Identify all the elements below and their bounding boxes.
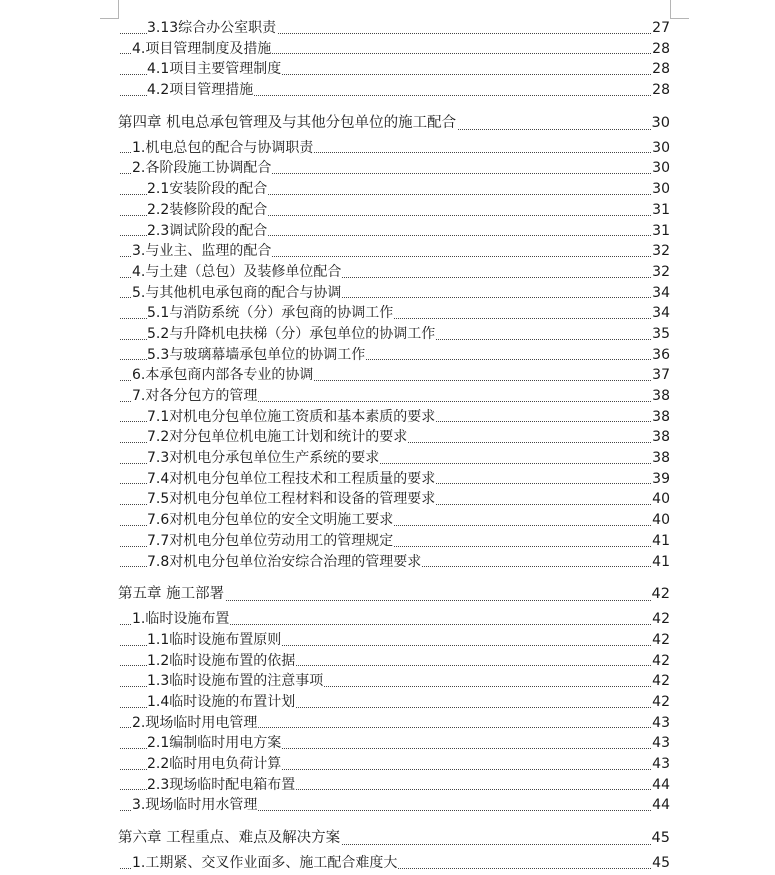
toc-entry[interactable] xyxy=(0,713,775,734)
toc-page-number[interactable]: 43 xyxy=(651,713,670,734)
toc-page-number[interactable]: 39 xyxy=(651,469,670,490)
toc-entry-title[interactable]: 4.2项目管理措施 xyxy=(147,80,254,101)
toc-entry[interactable] xyxy=(0,795,775,816)
toc-entry-title[interactable]: 5.1与消防系统（分）承包商的协调工作 xyxy=(147,303,394,324)
toc-entry-title[interactable]: 4.1项目主要管理制度 xyxy=(147,59,282,80)
toc-entry[interactable] xyxy=(0,80,775,101)
toc-page-number[interactable]: 31 xyxy=(651,221,670,242)
table-of-contents xyxy=(0,18,775,874)
toc-entry-title[interactable]: 第六章 工程重点、难点及解决方案 xyxy=(118,824,341,853)
toc-entry-title[interactable]: 第五章 施工部署 xyxy=(118,580,225,609)
toc-page-number[interactable]: 38 xyxy=(651,448,670,469)
toc-entry[interactable] xyxy=(0,489,775,510)
toc-entry[interactable] xyxy=(0,775,775,796)
toc-entry-title[interactable]: 2.3现场临时配电箱布置 xyxy=(147,775,296,796)
toc-page-number[interactable]: 44 xyxy=(651,795,670,816)
toc-entry-title[interactable]: 7.2对分包单位机电施工计划和统计的要求 xyxy=(147,427,408,448)
toc-entry[interactable] xyxy=(0,200,775,221)
toc-page-number[interactable]: 42 xyxy=(651,692,670,713)
toc-entry-title[interactable]: 7.8对机电分包单位治安综合治理的管理要求 xyxy=(147,552,422,573)
toc-entry[interactable] xyxy=(0,39,775,60)
toc-entry[interactable] xyxy=(0,18,775,39)
toc-page-number[interactable]: 30 xyxy=(651,179,670,200)
margin-corner-mark-right xyxy=(670,0,689,19)
toc-entry-title[interactable]: 4.与土建（总包）及装修单位配合 xyxy=(132,262,342,283)
toc-page-number[interactable]: 42 xyxy=(651,671,670,692)
toc-entry[interactable] xyxy=(0,365,775,386)
toc-entry-title[interactable]: 5.与其他机电承包商的配合与协调 xyxy=(132,283,342,304)
toc-entry-title[interactable]: 5.3与玻璃幕墙承包单位的协调工作 xyxy=(147,345,366,366)
toc-page-number[interactable]: 42 xyxy=(651,609,670,630)
toc-entry-title[interactable]: 7.6对机电分包单位的安全文明施工要求 xyxy=(147,510,394,531)
toc-page-number[interactable]: 28 xyxy=(651,59,670,80)
toc-entry-title[interactable]: 3.13综合办公室职责 xyxy=(147,18,277,39)
toc-page-number[interactable]: 44 xyxy=(651,775,670,796)
toc-page-number[interactable]: 42 xyxy=(651,651,670,672)
toc-entry[interactable] xyxy=(0,853,775,874)
toc-entry-title[interactable]: 2.现场临时用电管理 xyxy=(132,713,258,734)
toc-entry[interactable] xyxy=(0,324,775,345)
toc-page-number[interactable]: 42 xyxy=(651,630,670,651)
toc-entry[interactable] xyxy=(0,221,775,242)
toc-page-number[interactable]: 40 xyxy=(651,489,670,510)
toc-entry[interactable] xyxy=(0,754,775,775)
toc-entry-title[interactable]: 1.临时设施布置 xyxy=(132,609,230,630)
toc-page-number[interactable]: 38 xyxy=(651,386,670,407)
toc-entry-title[interactable]: 2.2装修阶段的配合 xyxy=(147,200,268,221)
toc-entry[interactable] xyxy=(0,510,775,531)
toc-page-number[interactable]: 38 xyxy=(651,427,670,448)
toc-entry-title[interactable]: 2.3调试阶段的配合 xyxy=(147,221,268,242)
toc-entry-title[interactable]: 1.3临时设施布置的注意事项 xyxy=(147,671,324,692)
toc-chapter-entry[interactable] xyxy=(0,824,775,853)
toc-entry[interactable] xyxy=(0,671,775,692)
toc-page-number[interactable]: 27 xyxy=(651,18,670,39)
toc-page-number[interactable]: 34 xyxy=(651,303,670,324)
toc-page-number[interactable]: 32 xyxy=(651,262,670,283)
toc-page-number[interactable]: 42 xyxy=(651,580,670,609)
toc-entry-title[interactable]: 6.本承包商内部各专业的协调 xyxy=(132,365,314,386)
toc-page-number[interactable]: 37 xyxy=(651,365,670,386)
toc-page-number[interactable]: 32 xyxy=(651,241,670,262)
toc-page-number[interactable]: 30 xyxy=(651,109,670,138)
toc-entry-title[interactable]: 7.1对机电分包单位施工资质和基本素质的要求 xyxy=(147,407,436,428)
toc-entry[interactable] xyxy=(0,692,775,713)
toc-entry-title[interactable]: 7.4对机电分包单位工程技术和工程质量的要求 xyxy=(147,469,436,490)
toc-entry[interactable] xyxy=(0,158,775,179)
toc-entry-title[interactable]: 2.2临时用电负荷计算 xyxy=(147,754,282,775)
toc-entry-title[interactable]: 2.各阶段施工协调配合 xyxy=(132,158,272,179)
toc-entry[interactable] xyxy=(0,609,775,630)
toc-entry[interactable] xyxy=(0,552,775,573)
toc-entry[interactable] xyxy=(0,179,775,200)
toc-entry-title[interactable]: 3.现场临时用水管理 xyxy=(132,795,258,816)
toc-entry[interactable] xyxy=(0,469,775,490)
toc-entry-title[interactable]: 第四章 机电总承包管理及与其他分包单位的施工配合 xyxy=(118,109,457,138)
toc-entry[interactable] xyxy=(0,241,775,262)
toc-entry-title[interactable]: 3.与业主、监理的配合 xyxy=(132,241,272,262)
toc-page-number[interactable]: 28 xyxy=(651,80,670,101)
toc-page-number[interactable]: 28 xyxy=(651,39,670,60)
toc-page-number[interactable]: 30 xyxy=(651,138,670,159)
toc-page-number[interactable]: 41 xyxy=(651,552,670,573)
toc-entry-title[interactable]: 4.项目管理制度及措施 xyxy=(132,39,272,60)
toc-entry[interactable] xyxy=(0,138,775,159)
toc-page-number[interactable]: 31 xyxy=(651,200,670,221)
toc-page-number[interactable]: 43 xyxy=(651,733,670,754)
toc-page-number[interactable]: 40 xyxy=(651,510,670,531)
toc-entry-title[interactable]: 7.3对机电分承包单位生产系统的要求 xyxy=(147,448,380,469)
toc-entry[interactable] xyxy=(0,531,775,552)
toc-entry-title[interactable]: 7.对各分包方的管理 xyxy=(132,386,258,407)
toc-entry-title[interactable]: 1.工期紧、交叉作业面多、施工配合难度大 xyxy=(132,853,398,874)
toc-entry[interactable] xyxy=(0,59,775,80)
toc-entry-title[interactable]: 1.机电总包的配合与协调职责 xyxy=(132,138,314,159)
toc-page-number[interactable]: 34 xyxy=(651,283,670,304)
toc-page-number[interactable]: 36 xyxy=(651,345,670,366)
toc-entry-title[interactable]: 2.1安装阶段的配合 xyxy=(147,179,268,200)
toc-entry[interactable] xyxy=(0,651,775,672)
toc-page-number[interactable]: 30 xyxy=(651,158,670,179)
toc-entry-title[interactable]: 1.1临时设施布置原则 xyxy=(147,630,282,651)
toc-chapter-entry[interactable] xyxy=(0,109,775,138)
toc-entry-title[interactable]: 2.1编制临时用电方案 xyxy=(147,733,282,754)
toc-entry-title[interactable]: 1.2临时设施布置的依据 xyxy=(147,651,296,672)
toc-entry[interactable] xyxy=(0,262,775,283)
toc-entry-title[interactable]: 1.4临时设施的布置计划 xyxy=(147,692,296,713)
toc-entry-title[interactable]: 5.2与升降机电扶梯（分）承包单位的协调工作 xyxy=(147,324,436,345)
toc-entry[interactable] xyxy=(0,303,775,324)
toc-entry[interactable] xyxy=(0,733,775,754)
toc-entry[interactable] xyxy=(0,283,775,304)
toc-entry[interactable] xyxy=(0,427,775,448)
margin-corner-mark-left xyxy=(100,0,119,19)
toc-entry[interactable] xyxy=(0,448,775,469)
toc-entry-title[interactable]: 7.5对机电分包单位工程材料和设备的管理要求 xyxy=(147,489,436,510)
toc-entry[interactable] xyxy=(0,386,775,407)
toc-entry[interactable] xyxy=(0,407,775,428)
toc-entry[interactable] xyxy=(0,630,775,651)
toc-page-number[interactable]: 45 xyxy=(651,824,670,853)
toc-entry[interactable] xyxy=(0,345,775,366)
toc-page-number[interactable]: 41 xyxy=(651,531,670,552)
toc-page-number[interactable]: 43 xyxy=(651,754,670,775)
toc-chapter-entry[interactable] xyxy=(0,580,775,609)
toc-page-number[interactable]: 38 xyxy=(651,407,670,428)
toc-page-number[interactable]: 35 xyxy=(651,324,670,345)
toc-page-number[interactable]: 45 xyxy=(651,853,670,874)
toc-entry-title[interactable]: 7.7对机电分包单位劳动用工的管理规定 xyxy=(147,531,394,552)
